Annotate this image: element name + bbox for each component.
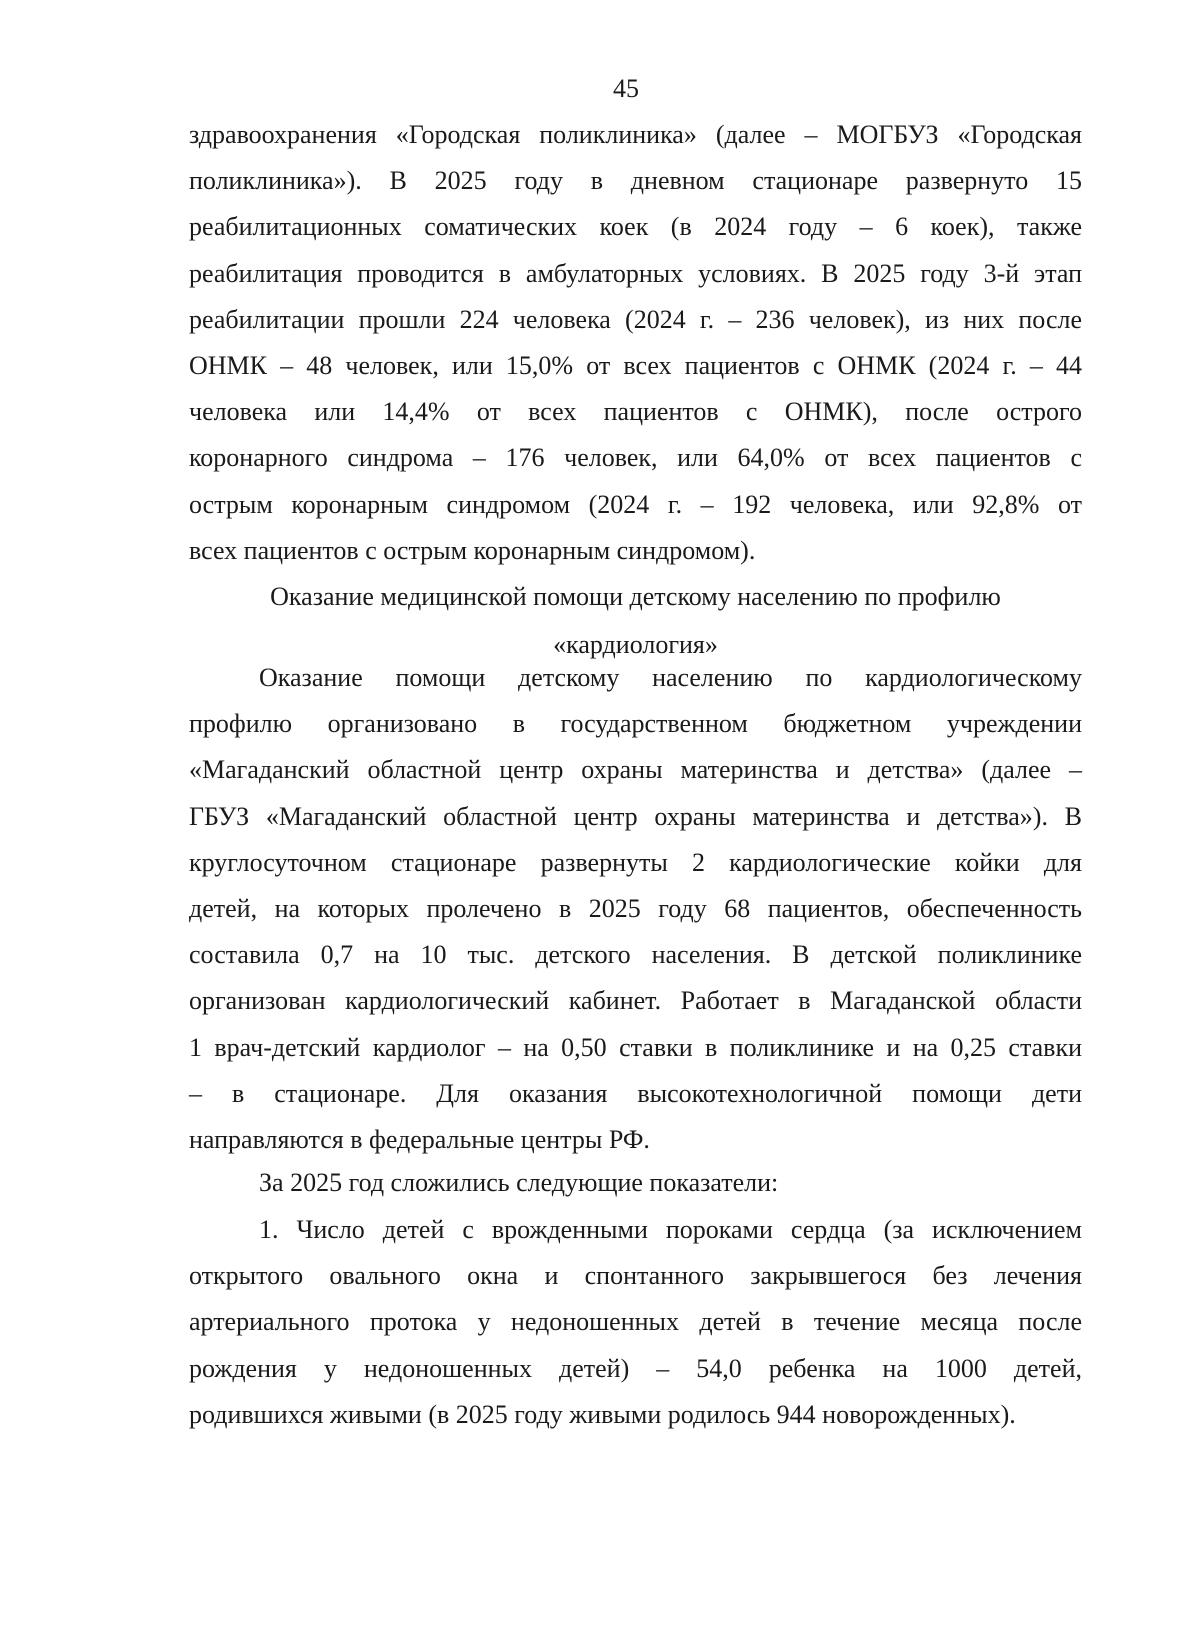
paragraph-indicator-1	[189, 1207, 1082, 1438]
text-line: открытого овального окна и спонтанного закрывшегося без лечения	[189, 1261, 1082, 1291]
text-line: ГБУЗ «Магаданский областной центр охраны материнства и детства»). В	[189, 801, 1082, 831]
text-line: реабилитация проводится в амбулаторных условиях. В 2025 году 3-й этап	[189, 258, 1082, 288]
text-line: «Магаданский областной центр охраны материнства и детства» (далее –	[189, 755, 1082, 785]
text-line: организован кардиологический кабинет. Работает в Магаданской области	[189, 986, 1082, 1016]
section-heading-line: «кардиология»	[553, 630, 718, 659]
text-line: всех пациентов с острым коронарным синдромом).	[189, 535, 756, 565]
paragraph-indicators-intro	[189, 1160, 1082, 1206]
text-line: круглосуточном стационаре развернуты 2 кардиологические койки для	[189, 847, 1082, 877]
text-line: коронарного синдрома – 176 человек, или 64,0% от всех пациентов с	[189, 443, 1082, 473]
text-line: – в стационаре. Для оказания высокотехнологичной помощи дети	[189, 1078, 1082, 1108]
text-line: артериального протока у недоношенных детей в течение месяца после	[189, 1307, 1082, 1337]
text-line: здравоохранения «Городская поликлиника» (далее – МОГБУЗ «Городская	[189, 120, 1082, 149]
text-line: детей, на которых пролечено в 2025 году 68 пациентов, обеспеченность	[189, 894, 1082, 924]
paragraph-rehabilitation	[189, 112, 1082, 574]
page-number: 45	[613, 74, 639, 103]
text-line: рождения у недоношенных детей) – 54,0 ребенка на 1000 детей,	[189, 1353, 1082, 1383]
text-line: составила 0,7 на 10 тыс. детского населения. В детской поликлинике	[189, 940, 1082, 970]
text-line: ОНМК – 48 человек, или 15,0% от всех пациентов с ОНМК (2024 г. – 44	[189, 351, 1082, 381]
text-line: реабилитационных соматических коек (в 2024 году – 6 коек), также	[189, 212, 1082, 242]
text-line: реабилитации прошли 224 человека (2024 г. – 236 человек), из них после	[189, 304, 1082, 334]
text-line: человека или 14,4% от всех пациентов с ОНМК), после острого	[189, 397, 1082, 427]
text-line: острым коронарным синдромом (2024 г. – 192 человека, или 92,8% от	[189, 489, 1082, 519]
text-line: Оказание помощи детскому населению по кардиологическому	[259, 663, 1082, 692]
text-line: направляются в федеральные центры РФ.	[189, 1125, 650, 1155]
text-line: 1 врач-детский кардиолог – на 0,50 ставки в поликлинике и на 0,25 ставки	[189, 1032, 1082, 1062]
text-line: 1. Число детей с врожденными пороками сердца (за исключением	[259, 1215, 1082, 1244]
paragraph-pediatric-cardiology	[189, 655, 1082, 1163]
text-line: родившихся живыми (в 2025 году живыми родилось 944 новорожденных).	[189, 1399, 1016, 1429]
section-heading-line: Оказание медицинской помощи детскому населению по профилю	[270, 582, 1001, 611]
text-line: За 2025 год сложились следующие показатели:	[259, 1168, 779, 1197]
text-line: поликлиника»). В 2025 году в дневном стационаре развернуто 15	[189, 166, 1082, 196]
text-line: профилю организовано в государственном бюджетном учреждении	[189, 709, 1082, 739]
